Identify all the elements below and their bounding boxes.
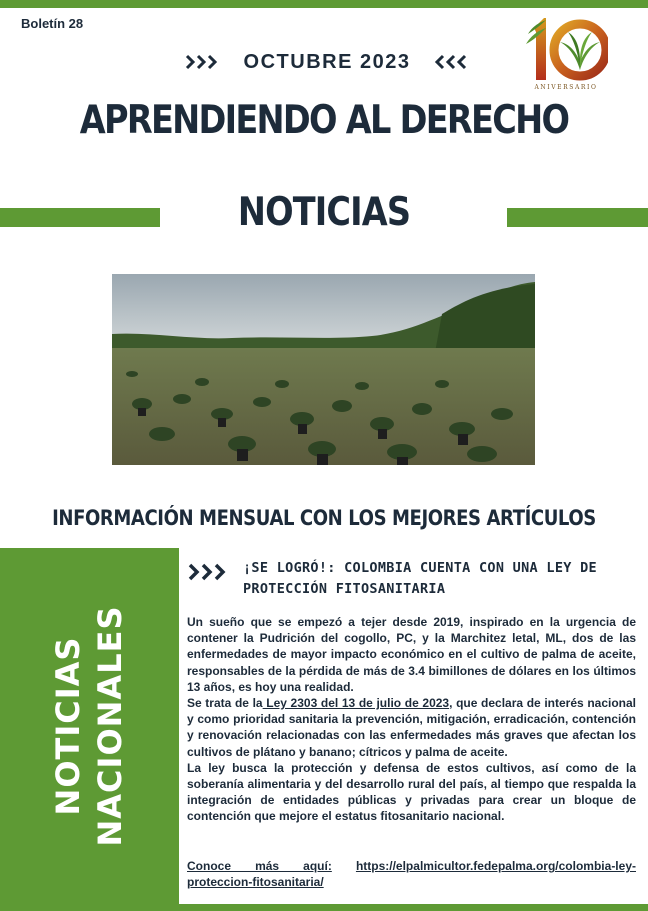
law-link[interactable]: Ley 2303 del 13 de julio de 2023 — [262, 696, 450, 711]
tagline: INFORMACIÓN MENSUAL CON LOS MEJORES ARTÍCULOS — [52, 506, 596, 530]
article-title: ¡SE LOGRÓ!: COLOMBIA CUENTA CON UNA LEY DE PROTECCIÓN FITOSANITARIA — [243, 560, 597, 597]
more-label-link[interactable]: Conoce más aquí: — [187, 859, 332, 873]
side-title-line1: NOTICIAS — [49, 636, 87, 816]
chevrons-left-icon — [433, 53, 469, 71]
side-panel-title — [47, 606, 131, 847]
paragraph-1: Un sueño que se empezó a tejer desde 2019, inspirado en la urgencia de contener la Pudrición del cogollo, PC, y la Marchitez letal, ML, dos de las enfermedades de mayor impacto económico en el cultivo de palma de aceite, responsables de la pérdida de más de 3.4 bimillones de dólares en los últimos 13 años, es hoy una realidad. — [187, 615, 636, 694]
paragraph-2-rest: , que declara de interés nacional y como prioridad sanitaria la prevención, mitigación, erradicación, contención y renovación relacionadas con las enfermedades más graves que afectan los cultivos de plátano y banano; cítricos y palma de aceite. — [187, 696, 637, 759]
article-body — [187, 614, 636, 825]
side-panel — [0, 548, 179, 904]
bottom-accent-bar — [0, 904, 648, 911]
top-accent-bar — [0, 0, 648, 8]
chevrons-right-icon — [187, 562, 231, 582]
chevrons-right-icon — [185, 53, 221, 71]
paragraph-2-lead: Se trata de la — [187, 696, 263, 711]
issue-date: OCTUBRE 2023 — [243, 50, 411, 73]
palm-nursery-photo — [112, 274, 535, 465]
article-header — [187, 558, 637, 600]
side-title-line2: NACIONALES — [91, 605, 129, 847]
date-banner — [185, 48, 469, 76]
paragraph-3: La ley busca la protección y defensa de estos cultivos, así como de la soberanía alimentaria y del desarrollo rural del país, al tiempo que respalda la integración de entidades públicas y privadas para crear un bloque de contención que mejore el estatus fitosanitario nacional. — [187, 760, 636, 824]
bulletin-number: Boletín 28 — [21, 16, 84, 31]
section-title: NOTICIAS — [237, 190, 411, 235]
article-url-link[interactable]: https://elpalmicultor.fedepalma.org/colombia-ley-proteccion-fitosanitaria/ — [187, 859, 636, 889]
paragraph-2 — [187, 695, 636, 760]
page-title: APRENDIENDO AL DERECHO — [79, 98, 569, 143]
more-info — [187, 858, 636, 890]
logo-caption: ANIVERSARIO — [534, 84, 598, 91]
